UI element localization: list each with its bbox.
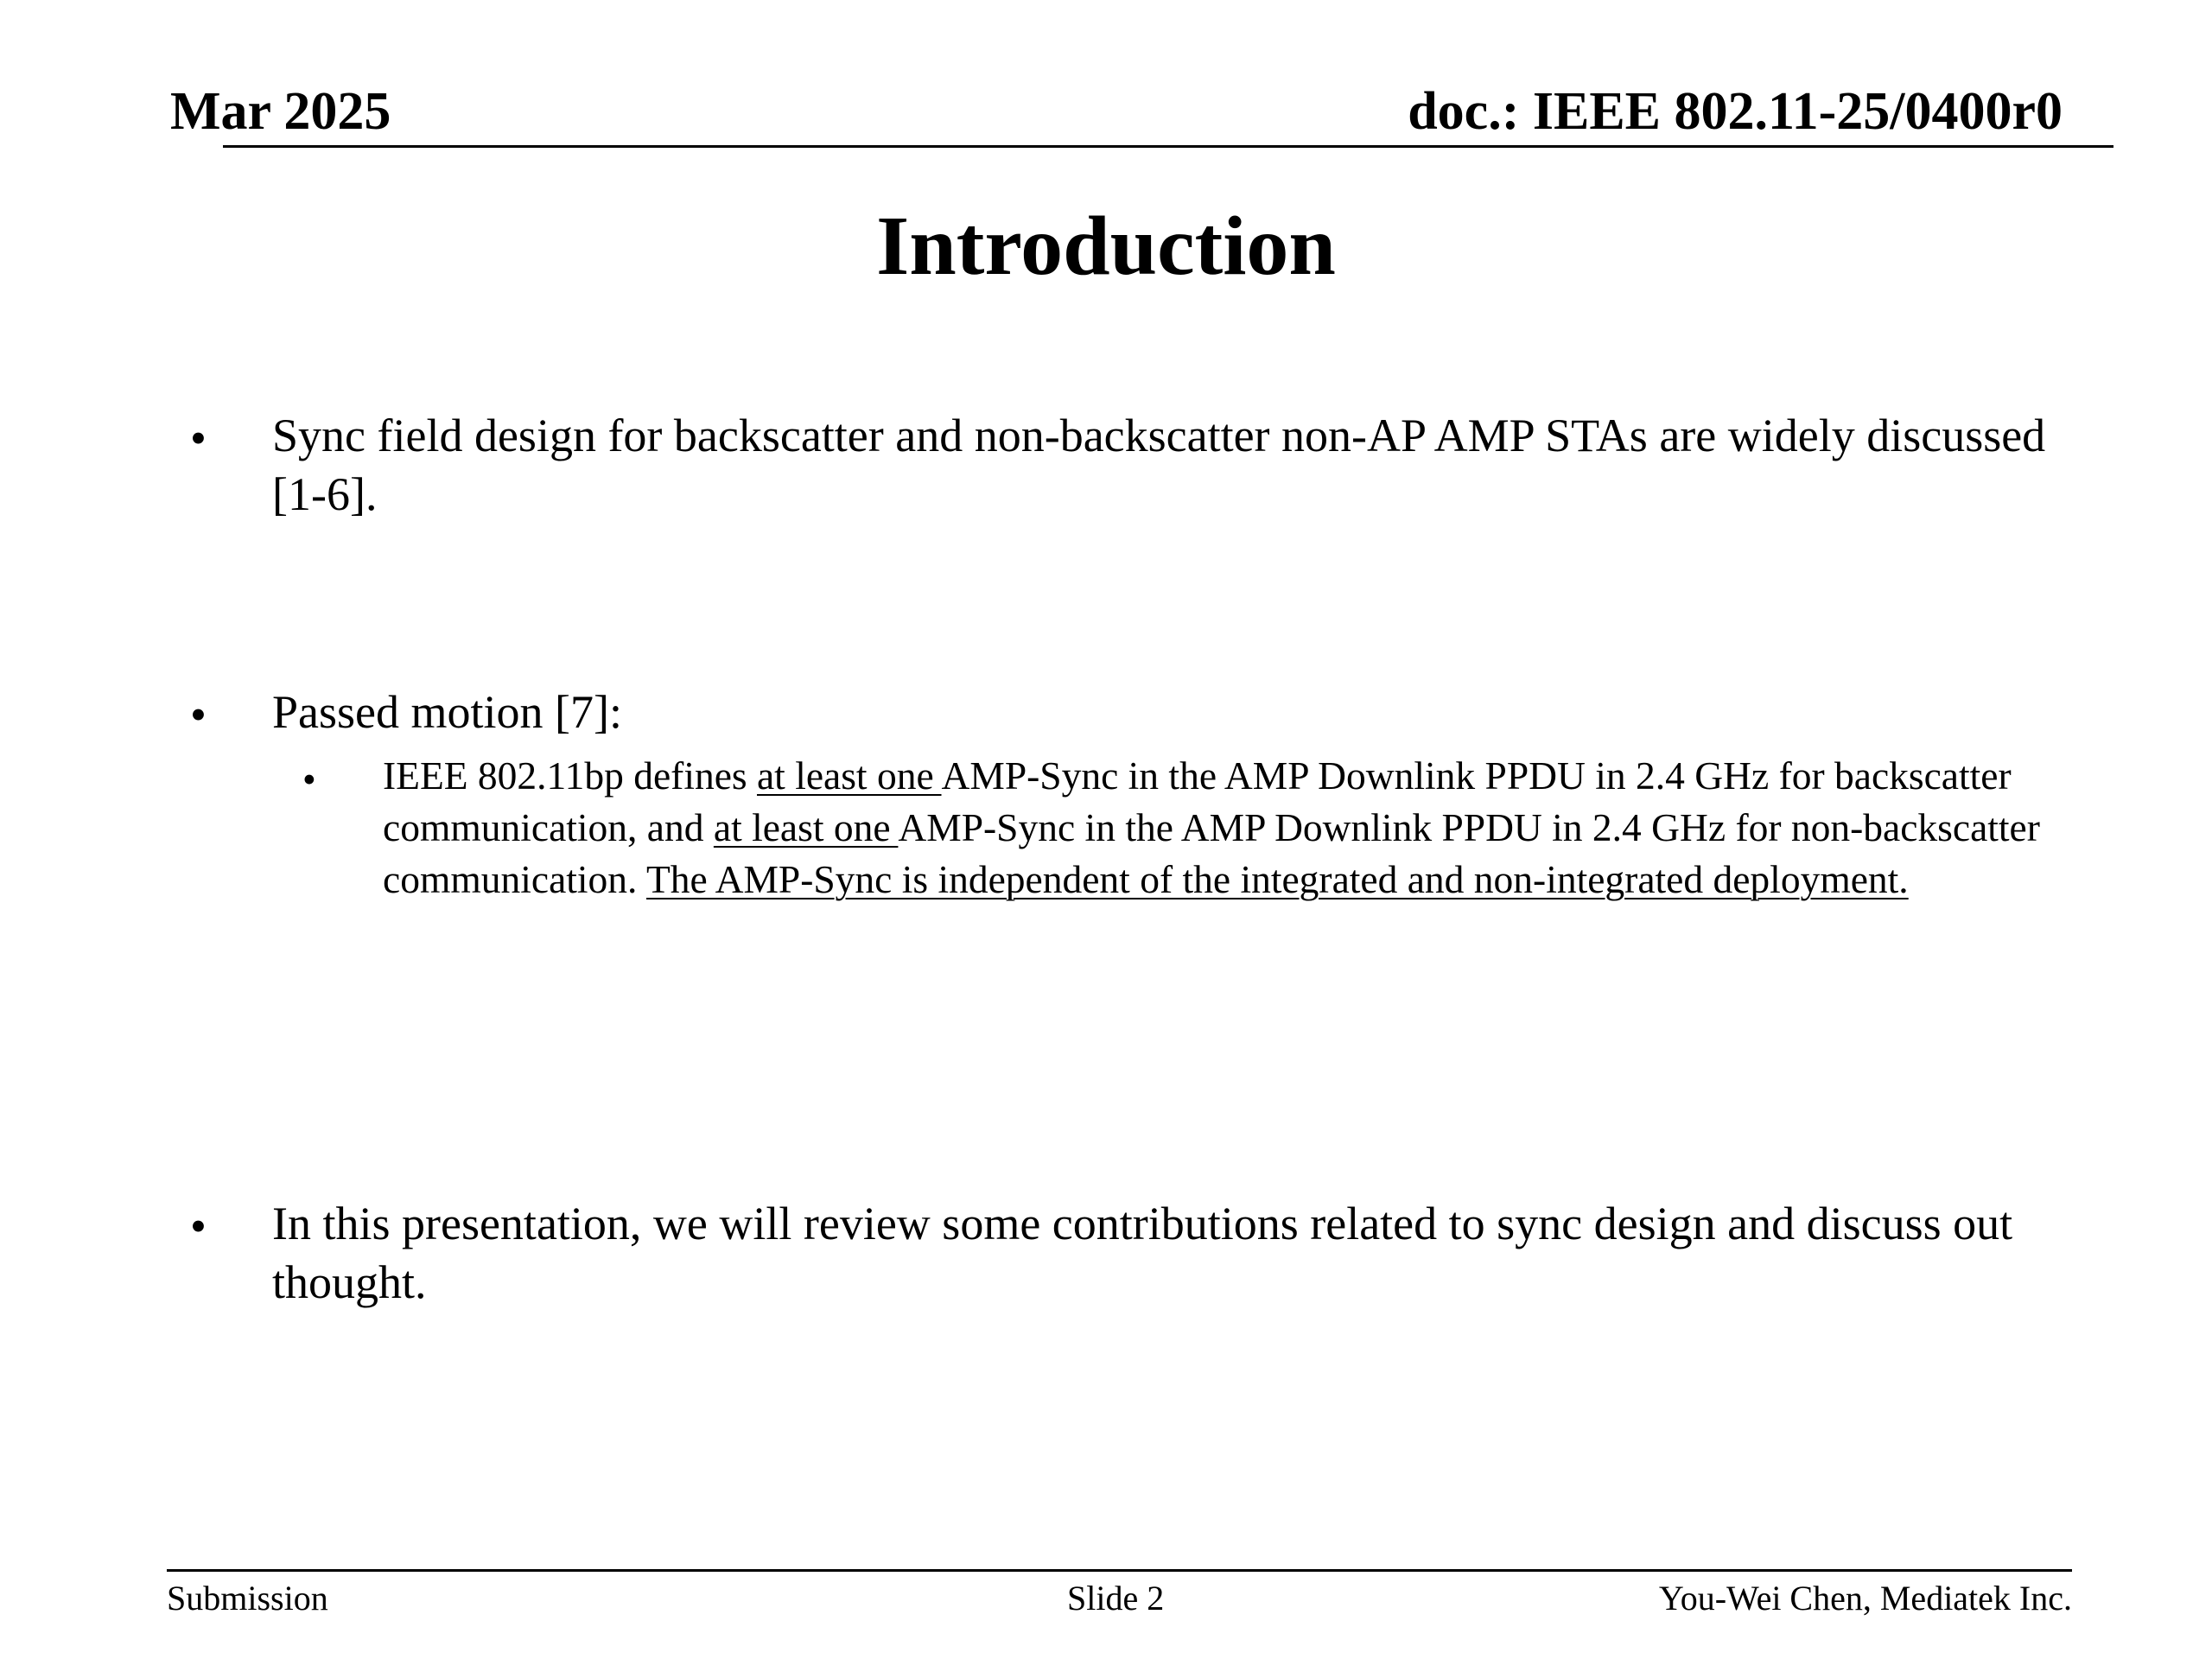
sub-text-part-5: AMP-Sync in the AMP Downlink PPDU in 2.4 GHz for non-backscatter communication. xyxy=(383,805,2040,901)
footer-author: You-Wei Chen, Mediatek Inc. xyxy=(1658,1579,2072,1618)
footer-submission: Submission xyxy=(167,1579,328,1618)
sub-bullet-text xyxy=(383,750,2094,906)
bullet-glyph-1: • xyxy=(190,412,207,464)
sub-text-part-3: AMP-Sync in the AMP Downlink PPDU in 2.4 GHz for backscatter communication, and xyxy=(383,753,2012,849)
header-rule xyxy=(223,145,2113,148)
underline-independence-statement: The AMP-Sync is independent of the integrated and non-integrated deployment. xyxy=(645,857,1909,901)
underline-at-least-one-1: at least one xyxy=(756,753,942,798)
header-doc-id: doc.: IEEE 802.11-25/0400r0 xyxy=(1408,82,2063,141)
footer-rule xyxy=(167,1569,2072,1572)
underline-at-least-one-2: at least one xyxy=(713,805,899,849)
slide-title: Introduction xyxy=(876,200,1336,293)
footer-slide-number: Slide 2 xyxy=(1067,1579,1165,1618)
bullet-glyph-3: • xyxy=(190,1200,207,1252)
header-date: Mar 2025 xyxy=(170,82,391,141)
bullet-glyph-2: • xyxy=(190,689,207,741)
bullet-text-1: Sync field design for backscatter and non-backscatter non-AP AMP STAs are widely discussed [1-6]. xyxy=(272,410,2046,520)
sub-bullet-glyph: • xyxy=(302,758,316,801)
sub-text-part-1: IEEE 802.11bp defines xyxy=(383,753,757,798)
bullet-text-3: In this presentation, we will review some contributions related to sync design and discuss out thought. xyxy=(272,1198,2013,1308)
bullet-text-2: Passed motion [7]: xyxy=(272,686,622,738)
